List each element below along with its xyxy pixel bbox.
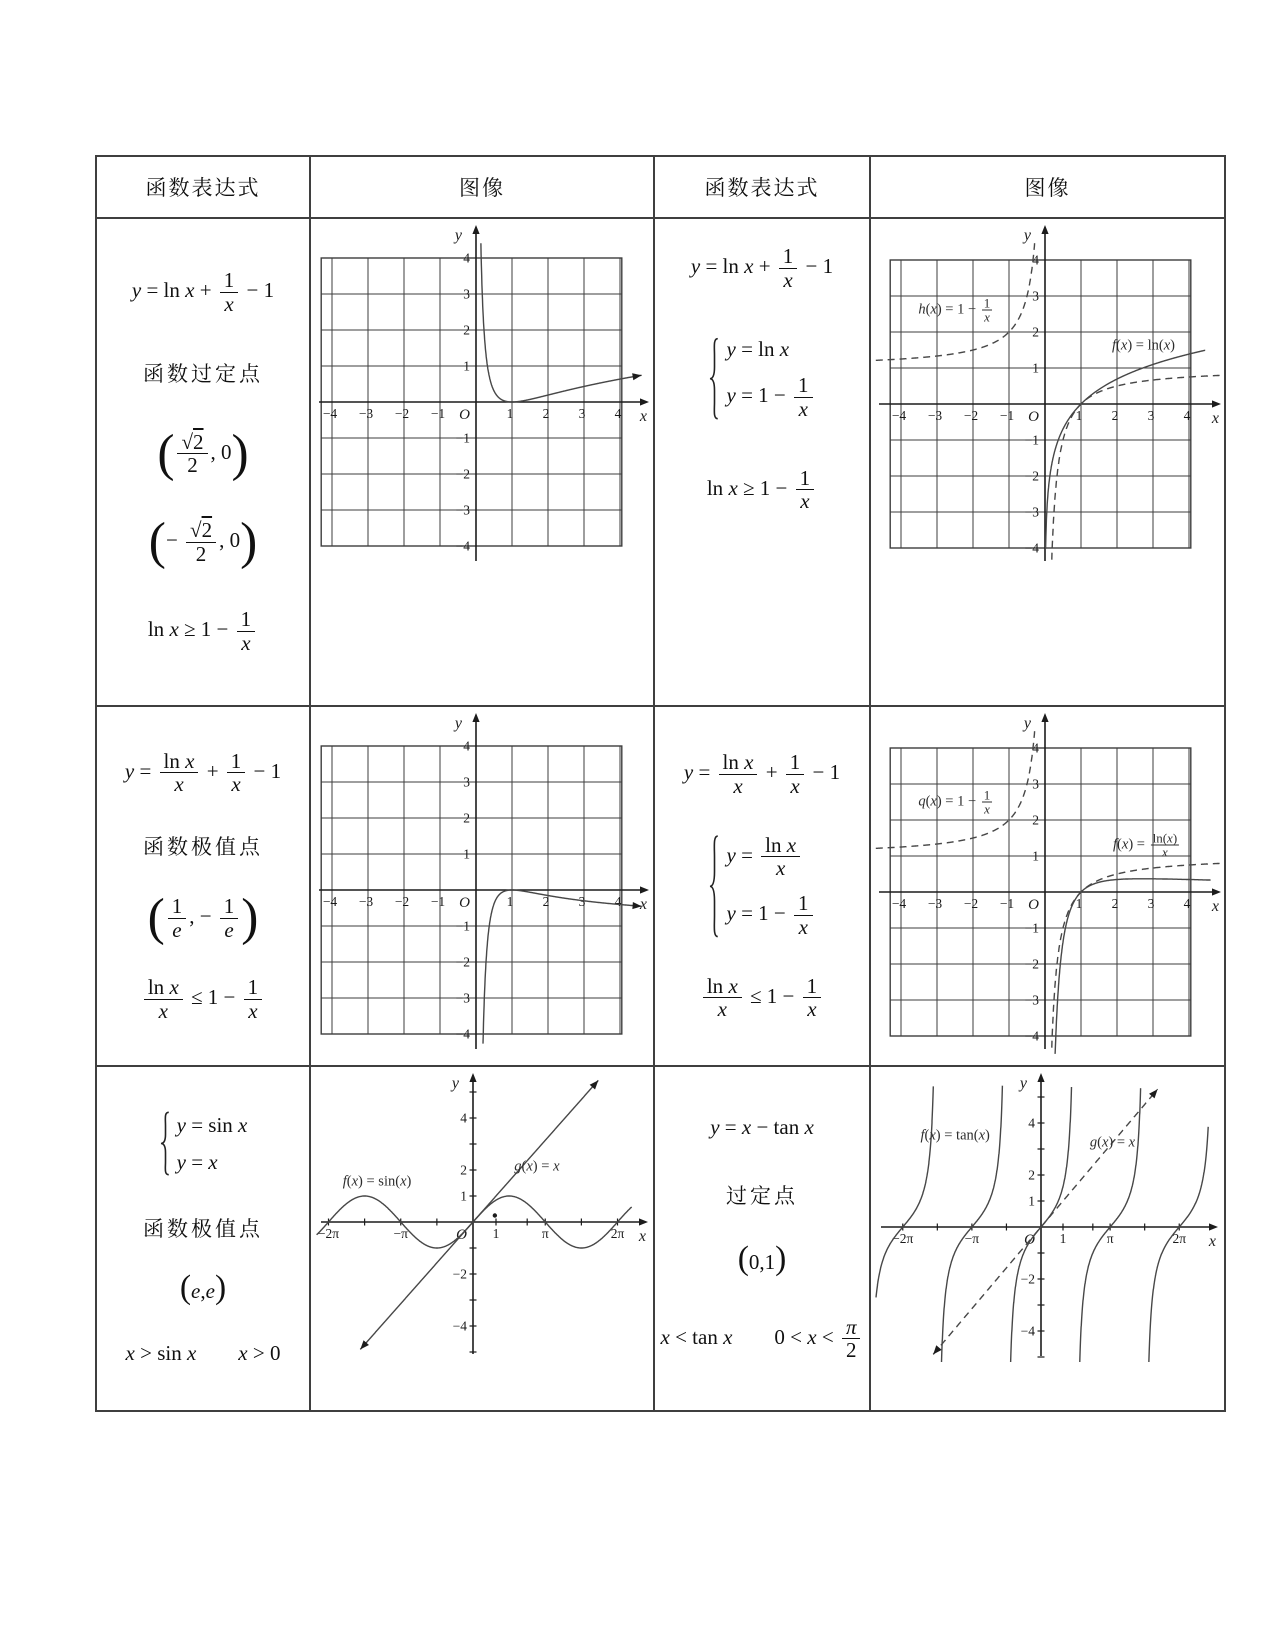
curve-label: g(x) = x (514, 1158, 560, 1175)
function-graph-reference-table (95, 155, 1226, 1412)
curve-label: f(x) = ln(x) (1112, 337, 1175, 354)
svg-text:y: y (454, 227, 462, 244)
math-expression: y = ln x + $\frac{1}{x}$ − 1 (131, 268, 275, 317)
system-line: y = 1 − $\frac{1}{x}$ (726, 374, 815, 420)
svg-text:−1: −1 (999, 896, 1014, 911)
math-expression: y = $\frac{\text{ln x}}{x}$ + $\frac{1}{x}$ − 1 (683, 750, 841, 798)
svg-text:−4: −4 (452, 1318, 467, 1334)
svg-text:4: 4 (614, 406, 622, 421)
svg-text:4: 4 (1028, 1115, 1035, 1131)
math-expression: (e,e) (179, 1269, 227, 1307)
brace-icon (159, 1111, 172, 1176)
svg-text:2: 2 (463, 322, 470, 338)
cell-expression-x-minus-tan (655, 1067, 871, 1410)
svg-text:1: 1 (1075, 896, 1082, 911)
svg-text:−4: −4 (455, 1026, 470, 1042)
svg-text:O: O (459, 407, 470, 423)
graph-lnx-over-x-vs-one-minus-inv (873, 710, 1223, 1055)
cell-graph-ln-vs-one-minus-inv (871, 219, 1224, 707)
graph-tan-vs-x (875, 1070, 1220, 1362)
svg-text:y: y (451, 1075, 459, 1092)
svg-text:−1: −1 (430, 406, 446, 421)
svg-text:2: 2 (1028, 1167, 1035, 1183)
svg-text:x: x (639, 408, 647, 425)
system-line: y = $\frac{\text{ln x}}{x}$ (726, 834, 803, 880)
math-expression: $\frac{\text{ln x}}{x}$ ≤ 1 − $\frac{1}{x}$ (141, 976, 265, 1022)
svg-text:−4: −4 (1024, 540, 1039, 556)
brace-icon (708, 834, 721, 939)
cell-graph-tan-vs-x (871, 1067, 1224, 1410)
svg-text:3: 3 (463, 774, 470, 790)
svg-text:π: π (541, 1226, 549, 1241)
svg-text:1: 1 (506, 894, 514, 909)
math-expression: x > sin x x > 0 (125, 1340, 281, 1365)
svg-text:−2π: −2π (317, 1226, 339, 1241)
svg-text:x: x (1211, 898, 1219, 915)
math-expression: ( $\frac{√2}{2}$ , 0) (157, 424, 249, 482)
cell-text: 函数极值点 (143, 834, 263, 859)
equation-system (159, 1111, 248, 1176)
curve-label: f(x) = sin(x) (342, 1173, 412, 1190)
svg-text:−3: −3 (358, 406, 374, 421)
svg-text:1: 1 (463, 358, 470, 374)
svg-text:−4: −4 (1020, 1323, 1035, 1339)
svg-text:1: 1 (463, 846, 470, 862)
cell-graph-ln-plus-inv (311, 219, 655, 707)
cell-graph-sin-vs-x (311, 1067, 655, 1410)
svg-text:−3: −3 (927, 408, 942, 423)
cell-graph-lnx-over-x (311, 707, 655, 1067)
svg-text:−2: −2 (455, 954, 470, 970)
svg-text:O: O (455, 1227, 467, 1243)
svg-text:1: 1 (506, 406, 514, 421)
svg-text:3: 3 (1147, 408, 1154, 423)
svg-text:−π: −π (393, 1226, 408, 1241)
svg-text:1: 1 (1059, 1231, 1067, 1246)
svg-text:−2: −2 (452, 1266, 467, 1282)
math-expression: $\frac{\text{ln x}}{x}$ ≤ 1 − $\frac{1}{x}$ (700, 975, 824, 1021)
svg-text:3: 3 (463, 286, 470, 302)
svg-text:−2π: −2π (892, 1231, 914, 1246)
svg-text:1: 1 (459, 1188, 467, 1204)
svg-text:−1: −1 (455, 430, 470, 446)
svg-text:−2: −2 (1024, 956, 1039, 972)
svg-text:2π: 2π (1172, 1231, 1187, 1246)
svg-text:2: 2 (542, 894, 550, 909)
svg-text:O: O (1027, 409, 1039, 425)
svg-text:−2: −2 (1024, 468, 1039, 484)
svg-text:−4: −4 (322, 894, 338, 909)
svg-text:4: 4 (463, 738, 470, 754)
svg-text:4: 4 (614, 894, 622, 909)
svg-text:y: y (1019, 1075, 1027, 1092)
svg-text:4: 4 (459, 1110, 467, 1126)
cell-expression-lnx-over-x (97, 707, 311, 1067)
svg-text:O: O (1024, 1232, 1035, 1248)
equation-system (708, 834, 815, 939)
svg-text:−1: −1 (455, 918, 470, 934)
svg-text:x: x (638, 1228, 646, 1245)
header-expression-right: 函数表达式 (655, 157, 871, 219)
math-expression: y = ln x + $\frac{1}{x}$ − 1 (690, 244, 834, 292)
svg-text:1: 1 (1028, 1193, 1035, 1209)
svg-text:−3: −3 (927, 896, 942, 911)
svg-text:y: y (454, 715, 462, 732)
system-line: y = ln x (726, 337, 790, 362)
svg-text:−1: −1 (999, 408, 1014, 423)
svg-text:−4: −4 (1024, 1028, 1039, 1044)
svg-text:2: 2 (542, 406, 550, 421)
system-line: y = 1 − $\frac{1}{x}$ (726, 892, 815, 938)
svg-text:−4: −4 (322, 406, 338, 421)
graph-ln-vs-one-minus-inv (873, 222, 1223, 567)
svg-text:3: 3 (1031, 288, 1039, 304)
svg-text:−4: −4 (891, 896, 906, 911)
svg-text:4: 4 (1183, 408, 1190, 423)
svg-text:π: π (1106, 1231, 1114, 1246)
svg-text:−3: −3 (1024, 992, 1039, 1008)
cell-expression-ln-plus-inv (97, 219, 311, 707)
brace-icon (708, 337, 721, 420)
svg-text:y: y (1023, 715, 1031, 732)
svg-text:−2: −2 (455, 466, 470, 482)
math-expression: (0,1) (737, 1240, 787, 1278)
header-graph-right: 图像 (871, 157, 1224, 219)
math-expression: ln x ≥ 1 − $\frac{1}{x}$ (148, 608, 258, 654)
system-line: y = sin x (176, 1112, 248, 1137)
math-expression: ln x ≥ 1 − $\frac{1}{x}$ (707, 467, 817, 513)
svg-text:−3: −3 (455, 502, 470, 518)
svg-text:x: x (639, 896, 647, 913)
graph-ln-plus-inv (313, 222, 651, 567)
cell-text: 函数极值点 (143, 1216, 263, 1241)
svg-text:−2: −2 (1020, 1271, 1035, 1287)
cell-expression-sin-vs-x (97, 1067, 311, 1410)
svg-text:1: 1 (1031, 360, 1039, 376)
svg-text:O: O (1027, 897, 1039, 913)
curve-label: f(x) = $\frac{\ln(x)}{x}$ (1113, 830, 1178, 860)
equation-system (708, 337, 815, 420)
graph-sin-vs-x (315, 1070, 650, 1360)
svg-text:y: y (1023, 227, 1031, 244)
svg-text:−2: −2 (394, 406, 410, 421)
svg-text:−4: −4 (455, 538, 470, 554)
svg-text:4: 4 (1031, 740, 1039, 756)
cell-text: 函数过定点 (143, 362, 263, 387)
cell-expression-lnx-over-x-vs (655, 707, 871, 1067)
svg-text:−3: −3 (455, 990, 470, 1006)
svg-text:2: 2 (1031, 812, 1039, 828)
svg-text:1: 1 (492, 1226, 499, 1241)
cell-text: 过定点 (726, 1184, 798, 1209)
svg-text:−1: −1 (1024, 920, 1039, 936)
svg-text:4: 4 (1031, 252, 1039, 268)
svg-text:O: O (459, 895, 470, 911)
svg-text:4: 4 (1183, 896, 1190, 911)
svg-text:2: 2 (463, 810, 470, 826)
svg-text:−1: −1 (430, 894, 446, 909)
svg-text:−2: −2 (963, 408, 978, 423)
svg-text:x: x (1211, 410, 1219, 427)
math-expression: y = x − tan x (710, 1115, 814, 1140)
svg-text:−2: −2 (394, 894, 410, 909)
svg-text:2: 2 (1111, 896, 1118, 911)
header-graph-left: 图像 (311, 157, 655, 219)
math-expression: x < tan x 0 < x < $\frac{\pi}{2}$ (661, 1316, 864, 1362)
curve-label: q(x) = 1 − $\frac{1}{x}$ (918, 787, 991, 817)
svg-text:3: 3 (1031, 776, 1039, 792)
svg-text:3: 3 (1147, 896, 1154, 911)
svg-text:−3: −3 (358, 894, 374, 909)
svg-text:−2: −2 (963, 896, 978, 911)
svg-text:2: 2 (1031, 324, 1039, 340)
svg-text:−3: −3 (1024, 504, 1039, 520)
svg-text:−1: −1 (1024, 432, 1039, 448)
svg-text:2: 2 (1111, 408, 1118, 423)
math-expression: y = $\frac{\text{ln x}}{x}$ + $\frac{1}{x}$ − 1 (124, 748, 282, 797)
svg-text:3: 3 (578, 894, 586, 909)
curve-label: f(x) = tan(x) (920, 1127, 990, 1144)
svg-text:4: 4 (463, 250, 470, 266)
curve-label: g(x) = x (1089, 1133, 1136, 1150)
graph-lnx-over-x-plus-inv (313, 710, 651, 1055)
svg-text:−π: −π (964, 1231, 980, 1246)
svg-text:2π: 2π (610, 1226, 624, 1241)
svg-text:1: 1 (1031, 848, 1039, 864)
math-expression: (− $\frac{√2}{2}$ , 0) (148, 513, 258, 571)
svg-text:x: x (1208, 1233, 1216, 1250)
curve-label: h(x) = 1 − $\frac{1}{x}$ (918, 295, 991, 325)
svg-text:2: 2 (459, 1162, 467, 1178)
system-line: y = x (176, 1149, 218, 1174)
svg-text:1: 1 (1075, 408, 1082, 423)
math-expression: ( $\frac{1}{e}$ , − $\frac{1}{e}$ ) (147, 889, 259, 947)
cell-expression-ln-vs-one-minus-inv (655, 219, 871, 707)
header-expression-left: 函数表达式 (97, 157, 311, 219)
cell-graph-lnx-over-x-vs (871, 707, 1224, 1067)
svg-text:−4: −4 (891, 408, 906, 423)
svg-text:3: 3 (578, 406, 586, 421)
